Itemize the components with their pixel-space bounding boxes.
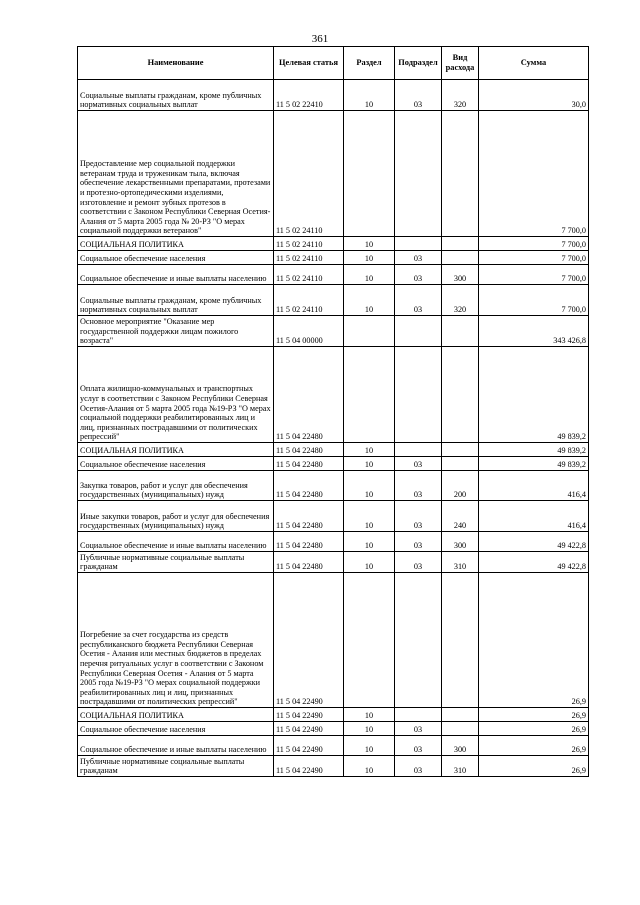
cell-name: СОЦИАЛЬНАЯ ПОЛИТИКА xyxy=(78,237,274,251)
cell-amount: 343 426,8 xyxy=(479,316,589,347)
header-subsection: Подраздел xyxy=(395,47,442,80)
cell-target-article: 11 5 04 22490 xyxy=(274,573,344,708)
cell-expense-type: 320 xyxy=(442,80,479,111)
cell-amount: 26,9 xyxy=(479,756,589,777)
cell-name: Социальное обеспечение населения xyxy=(78,722,274,736)
cell-expense-type xyxy=(442,347,479,443)
cell-name: Погребение за счет государства из средств республиканского бюджета Республики Северная Осетия - Алания или местных бюджетов в пределах перечня ритуальных услуг в соответствии с Законом Республики Северная Осетия - Алания от 5 марта 2005 года №19-РЗ "О мерах социальной поддержки реабилитированных лиц и лиц, признанных пострадавшими от политических репрессий" xyxy=(78,573,274,708)
cell-subsection xyxy=(395,708,442,722)
cell-amount: 26,9 xyxy=(479,708,589,722)
table-row xyxy=(78,347,589,443)
cell-name: Социальное обеспечение и иные выплаты населению xyxy=(78,736,274,756)
cell-subsection xyxy=(395,316,442,347)
header-target-article: Целевая статья xyxy=(274,47,344,80)
cell-amount: 49 839,2 xyxy=(479,347,589,443)
page-number: 361 xyxy=(311,33,329,45)
cell-expense-type xyxy=(442,722,479,736)
table-row xyxy=(78,316,589,347)
cell-expense-type xyxy=(442,237,479,251)
table-row xyxy=(78,443,589,457)
header-expense-type: Вид расхода xyxy=(442,47,479,80)
cell-target-article: 11 5 02 24110 xyxy=(274,285,344,316)
cell-name: Социальное обеспечение и иные выплаты населению xyxy=(78,532,274,552)
cell-expense-type xyxy=(442,708,479,722)
cell-target-article: 11 5 04 22480 xyxy=(274,457,344,471)
cell-amount: 49 839,2 xyxy=(479,457,589,471)
cell-name: СОЦИАЛЬНАЯ ПОЛИТИКА xyxy=(78,443,274,457)
cell-target-article: 11 5 04 22480 xyxy=(274,443,344,457)
cell-section: 10 xyxy=(344,501,395,532)
cell-name: Оплата жилищно-коммунальных и транспортных услуг в соответствии с Законом Республики Северная Осетия-Алания от 5 марта 2005 года №19-РЗ "О мерах социальной поддержки реабилитированных лиц и лиц, признанных пострадавшими от политических репрессий" xyxy=(78,347,274,443)
cell-expense-type: 310 xyxy=(442,756,479,777)
table-row xyxy=(78,708,589,722)
cell-section: 10 xyxy=(344,532,395,552)
cell-target-article: 11 5 04 22480 xyxy=(274,501,344,532)
table-header-row xyxy=(78,47,589,80)
cell-amount: 26,9 xyxy=(479,722,589,736)
cell-name: Социальное обеспечение населения xyxy=(78,251,274,265)
header-name: Наименование xyxy=(78,47,274,80)
cell-expense-type xyxy=(442,443,479,457)
cell-amount: 26,9 xyxy=(479,573,589,708)
cell-section: 10 xyxy=(344,237,395,251)
cell-amount: 49 422,8 xyxy=(479,532,589,552)
header-amount: Сумма xyxy=(479,47,589,80)
cell-target-article: 11 5 04 22480 xyxy=(274,552,344,573)
cell-section: 10 xyxy=(344,756,395,777)
cell-subsection: 03 xyxy=(395,722,442,736)
cell-section: 10 xyxy=(344,722,395,736)
table-row xyxy=(78,552,589,573)
cell-name: Иные закупки товаров, работ и услуг для обеспечения государственных (муниципальных) нужд xyxy=(78,501,274,532)
cell-amount: 7 700,0 xyxy=(479,237,589,251)
table-row xyxy=(78,265,589,285)
cell-amount: 26,9 xyxy=(479,736,589,756)
cell-expense-type xyxy=(442,316,479,347)
cell-subsection xyxy=(395,443,442,457)
cell-target-article: 11 5 04 22490 xyxy=(274,722,344,736)
cell-section: 10 xyxy=(344,736,395,756)
cell-target-article: 11 5 02 24110 xyxy=(274,111,344,237)
cell-amount: 49 839,2 xyxy=(479,443,589,457)
table-row xyxy=(78,722,589,736)
table-row xyxy=(78,573,589,708)
cell-target-article: 11 5 04 22480 xyxy=(274,347,344,443)
cell-subsection xyxy=(395,347,442,443)
table-body xyxy=(78,80,589,777)
cell-name: Социальные выплаты гражданам, кроме публичных нормативных социальных выплат xyxy=(78,80,274,111)
cell-expense-type xyxy=(442,573,479,708)
cell-target-article: 11 5 04 22490 xyxy=(274,756,344,777)
table-row xyxy=(78,251,589,265)
cell-target-article: 11 5 04 22490 xyxy=(274,736,344,756)
cell-section: 10 xyxy=(344,471,395,501)
cell-subsection xyxy=(395,111,442,237)
cell-amount: 416,4 xyxy=(479,501,589,532)
cell-target-article: 11 5 02 24110 xyxy=(274,237,344,251)
cell-target-article: 11 5 04 22480 xyxy=(274,471,344,501)
cell-target-article: 11 5 04 22480 xyxy=(274,532,344,552)
table-row xyxy=(78,237,589,251)
cell-section: 10 xyxy=(344,80,395,111)
cell-amount: 30,0 xyxy=(479,80,589,111)
cell-expense-type xyxy=(442,457,479,471)
cell-section: 10 xyxy=(344,708,395,722)
table-row xyxy=(78,285,589,316)
cell-expense-type xyxy=(442,111,479,237)
cell-name: Основное мероприятие "Оказание мер государственной поддержки лицам пожилого возраста" xyxy=(78,316,274,347)
cell-name: Публичные нормативные социальные выплаты гражданам xyxy=(78,756,274,777)
cell-expense-type: 300 xyxy=(442,265,479,285)
cell-expense-type: 200 xyxy=(442,471,479,501)
cell-name: Предоставление мер социальной поддержки ветеранам труда и труженикам тыла, включая обеспечение лекарственными препаратами, протезами и протезно-ортопедическими изделиями, изготовление и ремонт зубных протезов в соответствии с Законом Республики Северная Осетия-Алания от 5 марта 2005 года № 20-РЗ "О мерах социальной поддержки ветеранов" xyxy=(78,111,274,237)
table-row xyxy=(78,80,589,111)
cell-name: Социальное обеспечение и иные выплаты населению xyxy=(78,265,274,285)
cell-amount: 7 700,0 xyxy=(479,285,589,316)
cell-subsection: 03 xyxy=(395,501,442,532)
table-row xyxy=(78,756,589,777)
cell-section: 10 xyxy=(344,552,395,573)
cell-subsection: 03 xyxy=(395,532,442,552)
cell-target-article: 11 5 02 24110 xyxy=(274,265,344,285)
cell-name: Социальное обеспечение населения xyxy=(78,457,274,471)
cell-target-article: 11 5 02 24110 xyxy=(274,251,344,265)
cell-expense-type: 320 xyxy=(442,285,479,316)
cell-section xyxy=(344,111,395,237)
cell-subsection: 03 xyxy=(395,471,442,501)
header-section: Раздел xyxy=(344,47,395,80)
cell-subsection: 03 xyxy=(395,736,442,756)
cell-section: 10 xyxy=(344,457,395,471)
cell-amount: 416,4 xyxy=(479,471,589,501)
cell-expense-type: 300 xyxy=(442,532,479,552)
cell-subsection: 03 xyxy=(395,265,442,285)
cell-subsection: 03 xyxy=(395,285,442,316)
cell-amount: 7 700,0 xyxy=(479,251,589,265)
budget-table xyxy=(77,46,589,777)
cell-amount: 7 700,0 xyxy=(479,111,589,237)
cell-subsection: 03 xyxy=(395,457,442,471)
cell-expense-type: 300 xyxy=(442,736,479,756)
cell-expense-type: 310 xyxy=(442,552,479,573)
cell-subsection xyxy=(395,573,442,708)
cell-subsection xyxy=(395,237,442,251)
table-row xyxy=(78,457,589,471)
table-row xyxy=(78,736,589,756)
cell-section: 10 xyxy=(344,251,395,265)
cell-target-article: 11 5 04 00000 xyxy=(274,316,344,347)
cell-amount: 7 700,0 xyxy=(479,265,589,285)
cell-section xyxy=(344,573,395,708)
cell-name: Публичные нормативные социальные выплаты гражданам xyxy=(78,552,274,573)
table-row xyxy=(78,501,589,532)
cell-section: 10 xyxy=(344,443,395,457)
cell-name: СОЦИАЛЬНАЯ ПОЛИТИКА xyxy=(78,708,274,722)
table-row xyxy=(78,471,589,501)
cell-target-article: 11 5 04 22490 xyxy=(274,708,344,722)
cell-section: 10 xyxy=(344,285,395,316)
cell-expense-type xyxy=(442,251,479,265)
cell-section xyxy=(344,316,395,347)
cell-amount: 49 422,8 xyxy=(479,552,589,573)
cell-subsection: 03 xyxy=(395,251,442,265)
cell-section xyxy=(344,347,395,443)
table-row xyxy=(78,532,589,552)
cell-name: Социальные выплаты гражданам, кроме публичных нормативных социальных выплат xyxy=(78,285,274,316)
cell-subsection: 03 xyxy=(395,756,442,777)
table-row xyxy=(78,111,589,237)
cell-name: Закупка товаров, работ и услуг для обеспечения государственных (муниципальных) нужд xyxy=(78,471,274,501)
cell-target-article: 11 5 02 22410 xyxy=(274,80,344,111)
cell-section: 10 xyxy=(344,265,395,285)
cell-expense-type: 240 xyxy=(442,501,479,532)
cell-subsection: 03 xyxy=(395,80,442,111)
cell-subsection: 03 xyxy=(395,552,442,573)
